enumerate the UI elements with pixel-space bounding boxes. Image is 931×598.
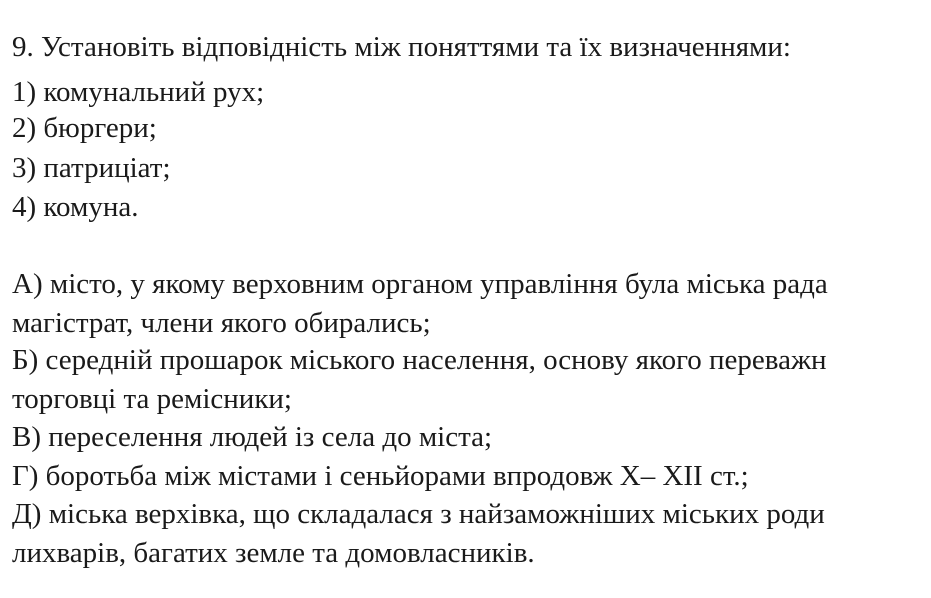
question-title: 9. Установіть відповідність між поняттями та їх визначеннями: <box>12 31 791 63</box>
definition-a-line-1: А) місто, у якому верховним органом управління була міська рада <box>12 268 828 300</box>
term-1: 1) комунальний рух; <box>12 76 265 108</box>
term-3: 3) патриціат; <box>12 152 171 184</box>
definition-d-line-1: Д) міська верхівка, що складалася з найзаможніших міських роди <box>12 498 825 530</box>
definition-a-line-2: магістрат, члени якого обирались; <box>12 307 431 339</box>
definition-b-line-1: Б) середній прошарок міського населення, основу якого переважн <box>12 344 827 376</box>
term-4: 4) комуна. <box>12 191 139 223</box>
term-2: 2) бюргери; <box>12 112 157 144</box>
definition-d-line-2: лихварів, багатих земле та домовласників. <box>12 537 535 569</box>
definition-b-line-2: торговці та ремісники; <box>12 383 292 415</box>
definition-g: Г) боротьба між містами і сеньйорами впродовж X– XII ст.; <box>12 460 749 492</box>
definition-v: В) переселення людей із села до міста; <box>12 421 493 453</box>
